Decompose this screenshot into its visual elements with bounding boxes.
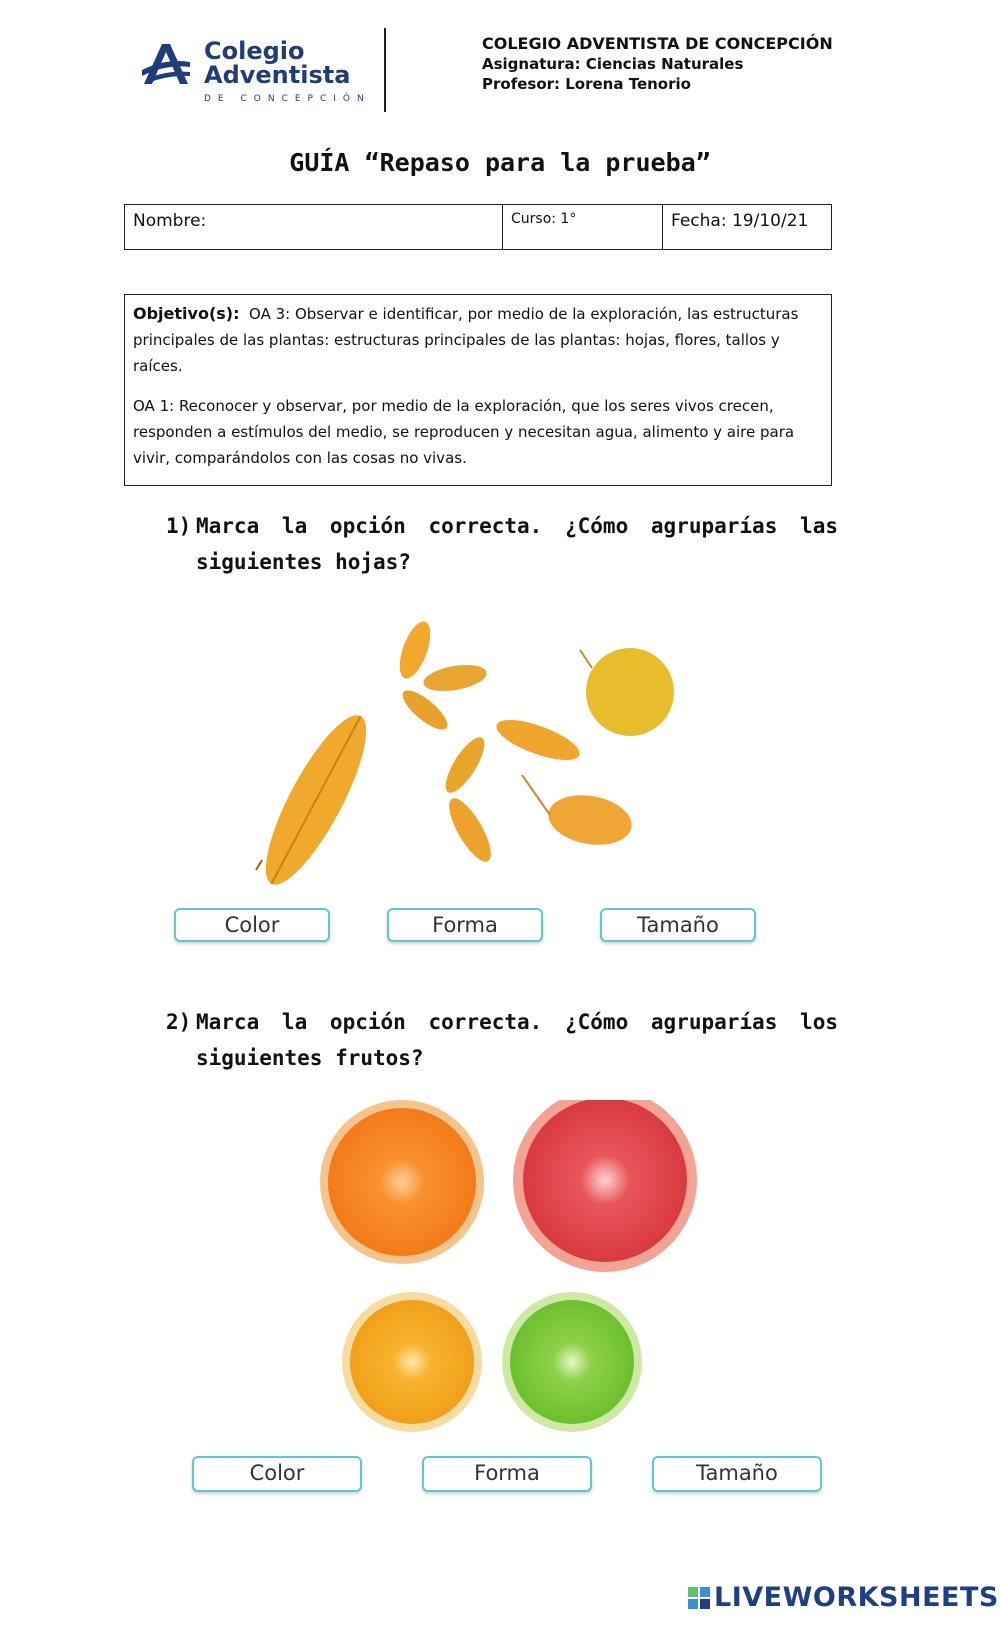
question-text: Marca la opción correcta. ¿Cómo agruparías los siguientes frutos? bbox=[196, 1010, 838, 1070]
option-tamano-1[interactable]: Tamaño bbox=[600, 908, 756, 942]
option-color-1[interactable]: Color bbox=[174, 908, 330, 942]
logo-text-line2: Adventista bbox=[204, 61, 351, 89]
logo-subtext: DE CONCEPCIÓN bbox=[204, 94, 371, 104]
leaves-image bbox=[250, 620, 710, 900]
question-text: Marca la opción correcta. ¿Cómo agruparías las siguientes hojas? bbox=[196, 514, 838, 574]
leaf bbox=[442, 793, 499, 867]
objective-oa3: OA 3: Observar e identificar, por medio de la exploración, las estructuras principales de las plantas: estructuras principales de las plantas: hojas, flores, tallos y raíces. bbox=[133, 305, 799, 375]
header-divider bbox=[384, 28, 386, 112]
grapefruit-slice bbox=[513, 1100, 697, 1272]
leaf bbox=[586, 648, 674, 736]
school-logo bbox=[140, 38, 380, 108]
school-logo-icon bbox=[140, 40, 192, 86]
leaf bbox=[544, 789, 635, 851]
question-number: 2) bbox=[166, 1010, 192, 1034]
leaf bbox=[439, 732, 492, 798]
fruits-image bbox=[320, 1100, 720, 1450]
date-cell: Fecha: 19/10/21 bbox=[671, 211, 809, 231]
option-forma-1[interactable]: Forma bbox=[387, 908, 543, 942]
question-number: 1) bbox=[166, 514, 192, 538]
page-title: GUÍA “Repaso para la prueba” bbox=[289, 148, 711, 177]
liveworksheets-logo-icon bbox=[688, 1587, 710, 1609]
option-tamano-2[interactable]: Tamaño bbox=[652, 1456, 822, 1492]
name-cell[interactable] bbox=[125, 205, 503, 249]
objectives-label: Objetivo(s): bbox=[133, 304, 240, 323]
student-info-table bbox=[124, 204, 832, 250]
question-2 bbox=[166, 1004, 838, 1076]
name-label: Nombre: bbox=[133, 211, 207, 231]
objectives-box bbox=[124, 294, 832, 486]
lime-slice bbox=[502, 1292, 642, 1432]
option-color-2[interactable]: Color bbox=[192, 1456, 362, 1492]
subject: Asignatura: Ciencias Naturales bbox=[482, 55, 744, 73]
option-forma-2[interactable]: Forma bbox=[422, 1456, 592, 1492]
logo-text-line1: Colegio bbox=[204, 37, 305, 65]
school-info bbox=[482, 34, 833, 94]
leaf bbox=[250, 704, 384, 896]
leaf bbox=[393, 620, 436, 682]
course-cell: Curso: 1° bbox=[503, 205, 663, 249]
teacher: Profesor: Lorena Tenorio bbox=[482, 75, 691, 93]
lemon-slice bbox=[342, 1292, 482, 1432]
liveworksheets-brand[interactable]: LIVEWORKSHEETS bbox=[714, 1582, 999, 1613]
objective-oa1: OA 1: Reconocer y observar, por medio de la exploración, que los seres vivos crecen, responden a estímulos del medio, se reproducen y necesitan agua, alimento y aire para vivir, comparándolos con las cosas no vivas. bbox=[133, 397, 795, 467]
question-1 bbox=[166, 508, 838, 580]
leaf bbox=[421, 661, 488, 696]
leaf bbox=[397, 684, 453, 735]
school-name: COLEGIO ADVENTISTA DE CONCEPCIÓN bbox=[482, 34, 833, 53]
orange-slice bbox=[320, 1100, 484, 1264]
leaf bbox=[492, 712, 584, 768]
